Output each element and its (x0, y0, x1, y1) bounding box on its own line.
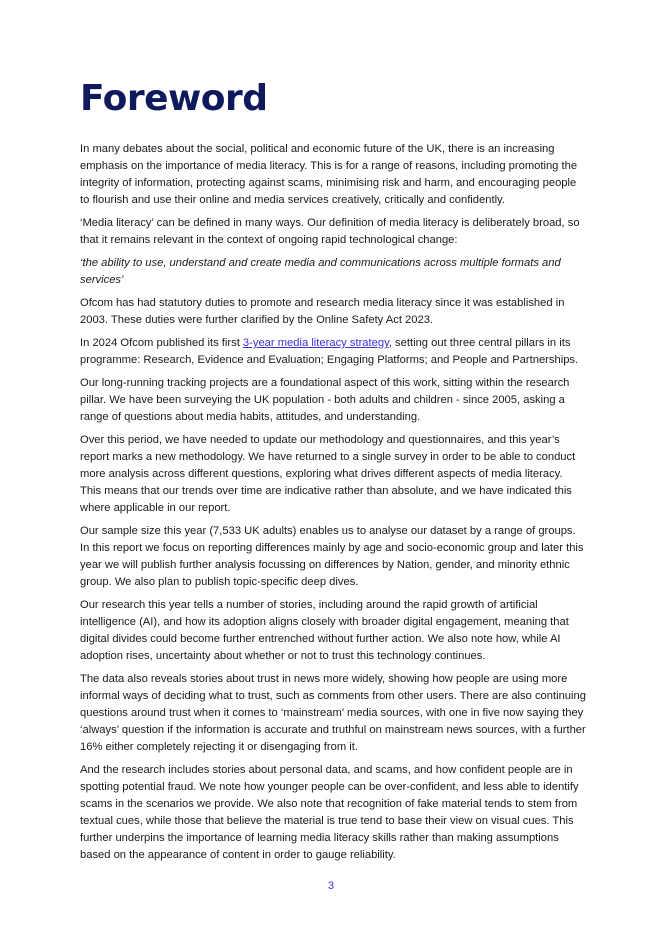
definition-quote: ‘the ability to use, understand and create media and communications across multiple formats and services’ (80, 257, 561, 286)
page-number: 3 (327, 880, 335, 892)
paragraph-definition: ‘Media literacy’ can be defined in many ways. Our definition of media literacy is deliberately broad, so that it remains relevant in the context of ongoing rapid technological change: (80, 217, 580, 246)
paragraph-methodology: Over this period, we have needed to update our methodology and questionnaires, and this year’s report marks a new methodology. We have returned to a single survey in order to be able to conduct more analysis across different questions, exploring what drives different aspects of media literacy. This means that our trends over time are indicative rather than absolute, and we have indicated this where applicable in our report. (80, 434, 576, 514)
paragraph-sample-size: Our sample size this year (7,533 UK adults) enables us to analyse our dataset by a range of groups. In this report we focus on reporting differences mainly by age and socio-economic group and later this year we will publish further analysis focussing on differences by Nation, gender, and minority ethnic group. We also plan to publish topic-specific deep dives. (80, 525, 584, 588)
paragraph-tracking: Our long-running tracking projects are a foundational aspect of this work, sitting within the research pillar. We have been surveying the UK population - both adults and children - since 2005, asking a range of questions about media habits, attitudes, and understanding. (80, 377, 570, 423)
paragraph-statutory-duties: Ofcom has had statutory duties to promote and research media literacy since it was established in 2003. These duties were further clarified by the Online Safety Act 2023. (80, 297, 565, 326)
paragraph-intro: In many debates about the social, political and economic future of the UK, there is an increasing emphasis on the importance of media literacy. This is for a range of reasons, including promoting the integrity of information, protecting against scams, minimising risk and harm, and encouraging people to flourish and use their online and media services creatively, critically and confidently. (80, 143, 578, 206)
strategy-text-after: , setting out three central pillars in its programme: Research, Evidence and Evaluation; Engaging Platforms; and People and Partnerships. (80, 337, 579, 366)
strategy-link[interactable]: 3-year media literacy strategy (242, 337, 389, 349)
paragraph-trust-news: The data also reveals stories about trust in news more widely, showing how people are using more informal ways of deciding what to trust, such as comments from other users. There are also continuing questions around trust when it comes to ‘mainstream’ media sources, with one in five now saying they ‘always’ question if the information is accurate and truthful on mainstream news sources, with a further 16% either completely rejecting it or disengaging from it. (80, 673, 586, 753)
paragraph-scams: And the research includes stories about personal data, and scams, and how confident people are in spotting potential fraud. We note how younger people can be over-confident, and less able to identify scams in the scenarios we provide. We also note that recognition of fake material tends to stem from textual cues, while those that believe the material is true tend to base their view on visual cues. This further underpins the importance of learning media literacy skills rather than making assumptions based on the appearance of content in order to gauge reliability. (80, 764, 579, 861)
paragraph-strategy (80, 335, 586, 369)
paragraph-ai: Our research this year tells a number of stories, including around the rapid growth of artificial intelligence (AI), and how its adoption aligns closely with broader digital engagement, meaning that digital divides could become further entrenched without further action. We also note how, while AI adoption rises, uncertainty about whether or not to trust this technology continues. (80, 599, 569, 662)
body-text (80, 141, 586, 870)
strategy-text-before: In 2024 Ofcom published its first (80, 337, 243, 349)
page-title: Foreword (80, 78, 268, 119)
